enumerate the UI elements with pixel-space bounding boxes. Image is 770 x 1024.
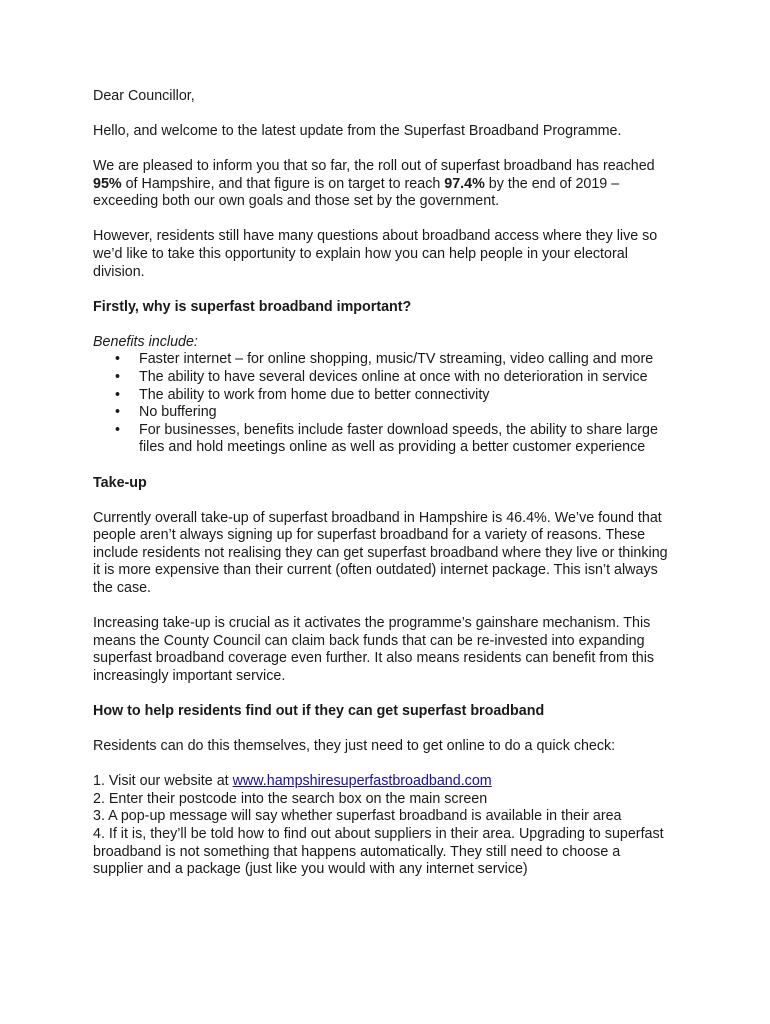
questions-paragraph: However, residents still have many questions about broadband access where they live so we’d like to take this opportunity to explain how you can help people in your electoral division. [93, 228, 658, 280]
benefit-text: Faster internet – for online shopping, music/TV streaming, video calling and more [139, 351, 654, 368]
rollout-text-2: of Hampshire, and that figure is on target to reach [121, 175, 445, 192]
help-intro: Residents can do this themselves, they just need to get online to do a quick check: [93, 738, 616, 755]
letter-page [93, 88, 673, 879]
bullet-icon: • [115, 404, 121, 421]
greeting: Dear Councillor, [93, 88, 195, 104]
bullet-icon: • [115, 421, 121, 438]
rollout-text-1: We are pleased to inform you that so far, the roll out of superfast broadband has reached [93, 158, 655, 175]
list-item [115, 386, 673, 405]
benefit-text: For businesses, benefits include faster download speeds, the ability to share large files and hold meetings online as well as providing a better customer experience [139, 421, 658, 456]
list-item [115, 404, 673, 422]
help-heading: How to help residents find out if they can get superfast broadband [93, 702, 545, 719]
takeup-paragraph-1: Currently overall take-up of superfast broadband in Hampshire is 46.4%. We’ve found that people aren’t always signing up for superfast broadband for a variety of reasons. These include residents not realising they can get superfast broadband where they live or thinking it is more expensive than their current (often outdated) internet package. This isn’t always the case. [93, 509, 668, 596]
step-4: 4. If it is, they’ll be told how to find out about suppliers in their area. Upgrading to superfast broadband is not something that happens automatically. They still need to choose a supplier and a package (just like you would with any internet service) [93, 825, 664, 878]
steps-list [93, 773, 673, 879]
why-heading: Firstly, why is superfast broadband important? [93, 298, 412, 315]
bullet-icon: • [115, 369, 121, 386]
bullet-icon: • [115, 386, 121, 403]
benefits-label: Benefits include: [93, 333, 198, 350]
list-item [115, 421, 673, 457]
step-3: 3. A pop-up message will say whether superfast broadband is available in their area [93, 808, 622, 825]
rollout-figure-target: 97.4% [444, 175, 485, 192]
rollout-paragraph [93, 158, 673, 211]
benefit-text: The ability to have several devices online at once with no deterioration in service [139, 369, 648, 386]
benefit-text: No buffering [139, 404, 217, 421]
benefit-text: The ability to work from home due to better connectivity [139, 386, 490, 403]
website-link[interactable]: www.hampshiresuperfastbroadband.com [232, 773, 492, 790]
rollout-figure-current: 95% [93, 175, 122, 192]
bullet-icon: • [115, 351, 121, 368]
list-item [115, 369, 673, 387]
intro-paragraph: Hello, and welcome to the latest update from the Superfast Broadband Programme. [93, 123, 622, 140]
step-1 [93, 773, 673, 791]
list-item [115, 351, 673, 369]
benefits-list [93, 351, 673, 457]
rollout-text-3: by the end of 2019 – exceeding both our own goals and those set by the government. [93, 175, 620, 210]
takeup-paragraph-2: Increasing take-up is crucial as it activates the programme’s gainshare mechanism. This means the County Council can claim back funds that can be re-invested into expanding superfast broadband coverage even further. It also means residents can benefit from this increasingly important service. [93, 615, 655, 684]
step-2: 2. Enter their postcode into the search box on the main screen [93, 790, 488, 807]
step-1-text: 1. Visit our website at [93, 773, 233, 790]
takeup-heading: Take-up [93, 474, 147, 491]
